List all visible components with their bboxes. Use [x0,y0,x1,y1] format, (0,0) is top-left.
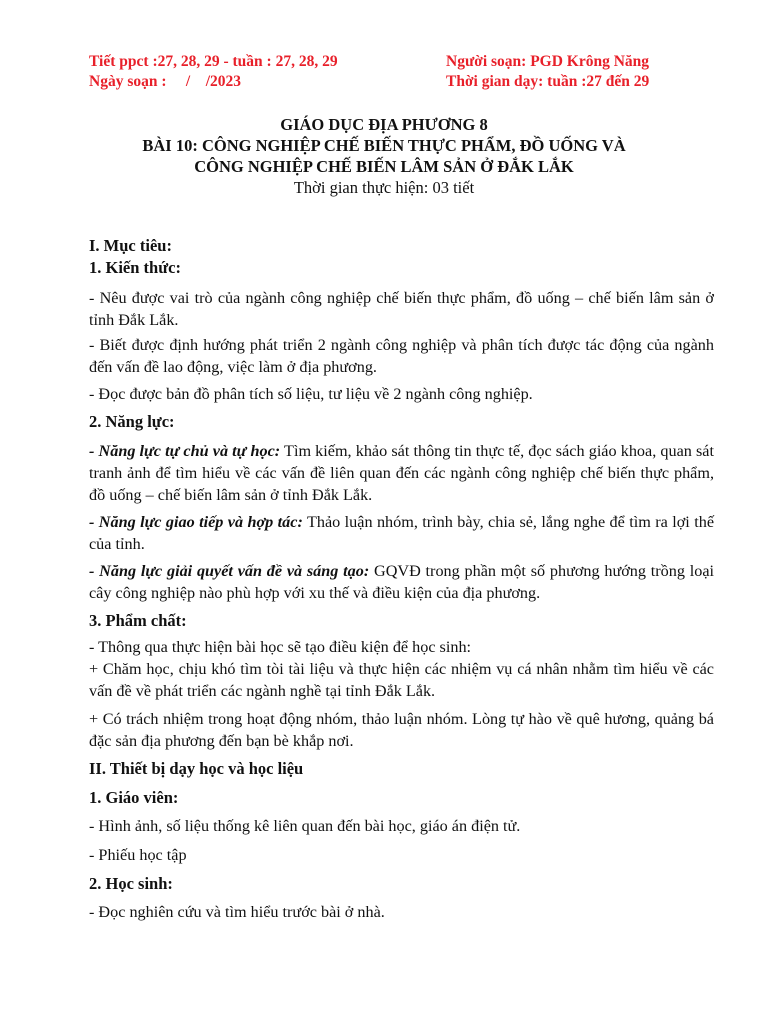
subsection-knowledge-heading: 1. Kiến thức: [89,258,181,277]
knowledge-item-1: - Nêu được vai trò của ngành công nghiệp chế biến thực phẩm, đồ uống – chế biến lâm sản ở tỉnh Đắk Lắk. [89,289,714,329]
header-lesson-number: Tiết ppct :27, 28, 29 - tuần : 27, 28, 29 [89,53,338,70]
knowledge-item-3: - Đọc được bản đồ phân tích số liệu, tư liệu về 2 ngành công nghiệp. [89,385,533,403]
competency-item-problem-solving [89,560,714,604]
competency-item-communication [89,511,714,555]
document-title-subject: GIÁO DỤC ĐỊA PHƯƠNG 8 [280,115,488,134]
header-author: Người soạn: PGD Krông Năng [446,53,650,70]
qualities-item-2: + Có trách nhiệm trong hoạt động nhóm, thảo luận nhóm. Lòng tự hào về quê hương, quảng bá đặc sản địa phương đến bạn bè khắp nơi. [89,710,714,750]
qualities-item-1: + Chăm học, chịu khó tìm tòi tài liệu và thực hiện các nhiệm vụ cá nhân nhằm tìm hiểu về các vấn đề về phát triển các ngành nghề tại tỉnh Đắk Lắk. [89,660,714,700]
competency-communication-text: Thảo luận nhóm, trình bày, chia sẻ, lắng nghe để tìm ra lợi thế của tỉnh. [89,513,714,553]
section-equipment-heading: II. Thiết bị dạy học và học liệu [89,759,304,778]
teacher-item-1: - Hình ảnh, số liệu thống kê liên quan đến bài học, giáo án điện tử. [89,817,521,835]
subsection-student-heading: 2. Học sinh: [89,874,173,893]
document-title-lesson: BÀI 10: CÔNG NGHIỆP CHẾ BIẾN THỰC PHẨM, ĐỒ UỐNG VÀ [142,136,626,155]
header-prep-date: Ngày soạn : / /2023 [89,73,241,90]
competency-self-study-text: Tìm kiếm, khảo sát thông tin thực tế, đọc sách giáo khoa, quan sát tranh ảnh để tìm hiểu về các vấn đề liên quan đến các ngành công nghiệp chế biến thực phẩm, đồ uống – chế biến lâm sản ở tỉnh Đắk Lắk. [89,442,714,504]
subsection-teacher-heading: 1. Giáo viên: [89,788,179,807]
qualities-intro: - Thông qua thực hiện bài học sẽ tạo điều kiện để học sinh: [89,638,472,656]
document-title-lesson-cont: CÔNG NGHIỆP CHẾ BIẾN LÂM SẢN Ở ĐẮK LẮK [194,157,574,176]
subsection-competency-heading: 2. Năng lực: [89,412,175,431]
competency-problem-solving-text: GQVĐ trong phần một số phương hướng trồng loại cây công nghiệp nào phù hợp với xu thế và điều kiện của địa phương. [89,562,714,602]
subsection-qualities-heading: 3. Phẩm chất: [89,611,187,630]
competency-problem-solving-label: - Năng lực giải quyết vấn đề và sáng tạo: [89,562,370,580]
teacher-item-2: - Phiếu học tập [89,846,187,864]
competency-item-self-study [89,440,714,506]
student-item-1: - Đọc nghiên cứu và tìm hiểu trước bài ở nhà. [89,903,385,921]
competency-communication-label: - Năng lực giao tiếp và hợp tác: [89,513,303,531]
header-teaching-time: Thời gian dạy: tuần :27 đến 29 [446,73,650,90]
competency-self-study-label: - Năng lực tự chủ và tự học: [89,442,281,460]
document-duration: Thời gian thực hiện: 03 tiết [293,178,475,197]
knowledge-item-2: - Biết được định hướng phát triển 2 ngành công nghiệp và phân tích được tác động của ngành đến vấn đề lao động, việc làm ở địa phương. [89,336,714,376]
section-objectives-heading: I. Mục tiêu: [89,236,172,255]
